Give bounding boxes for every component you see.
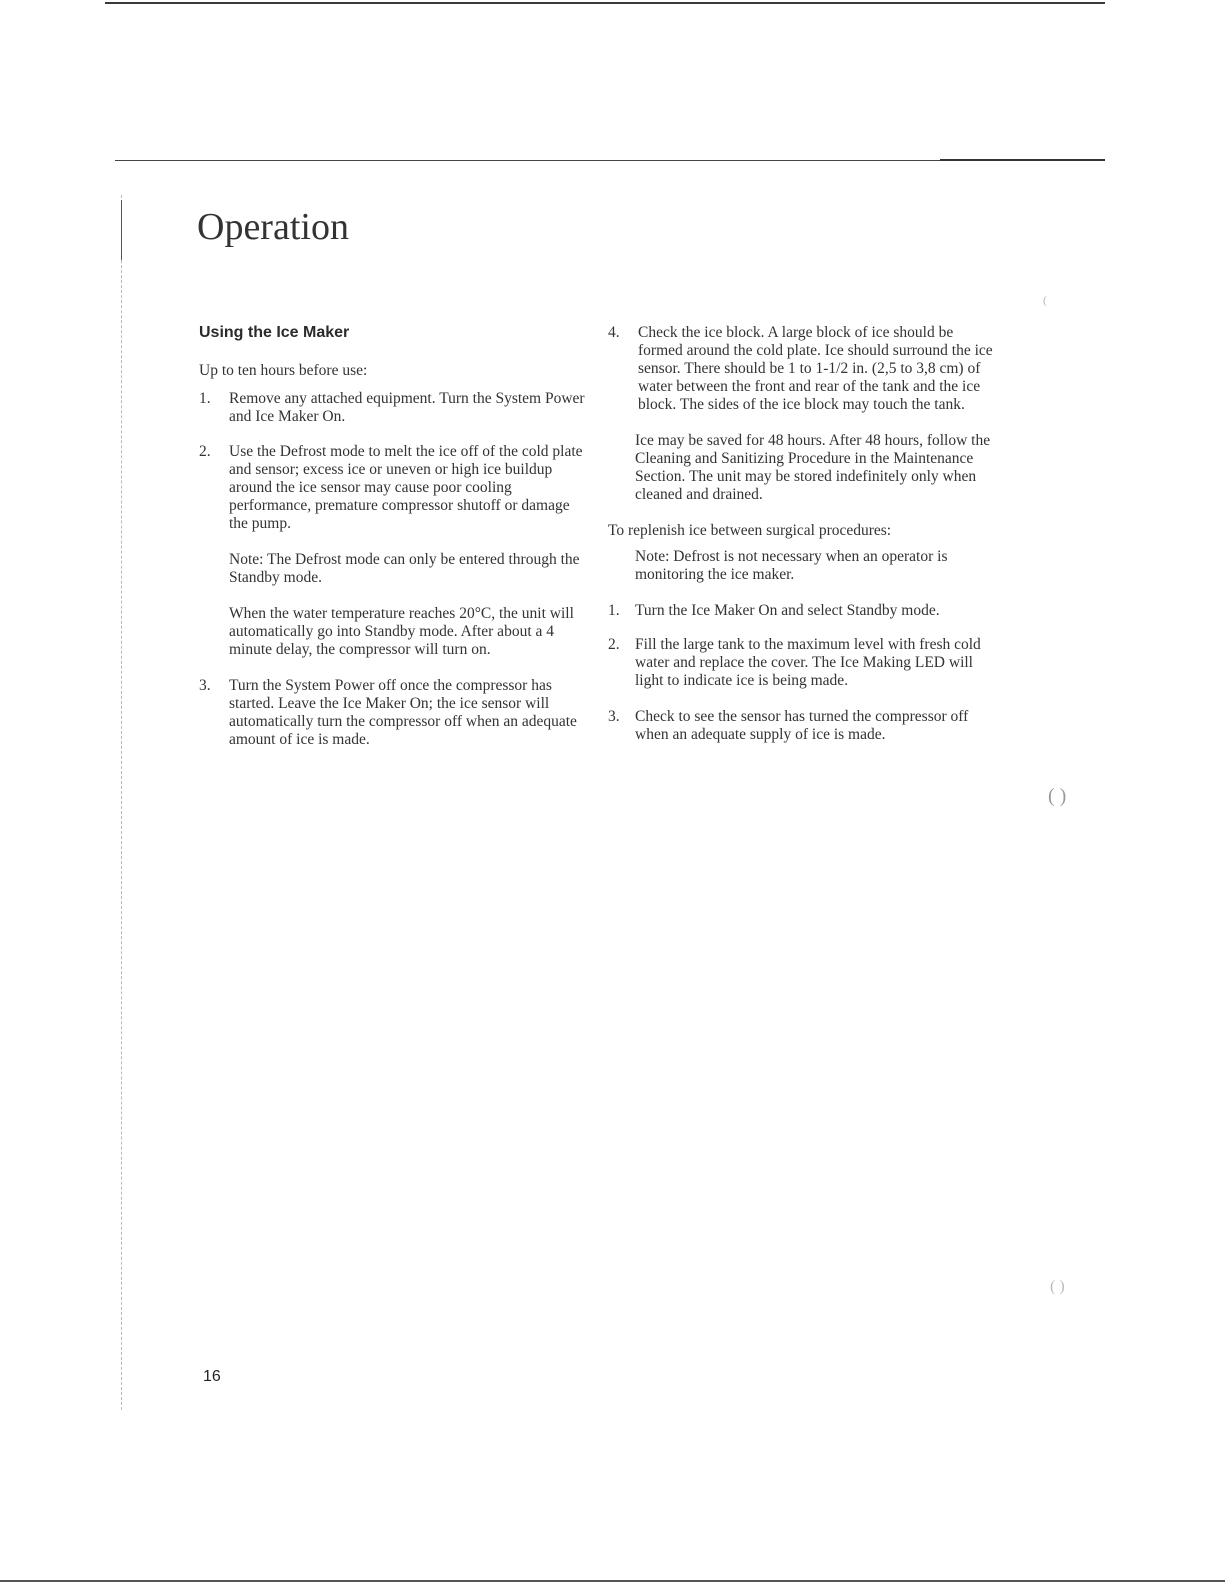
- step-text: Remove any attached equipment. Turn the System Power and Ice Maker On.: [229, 390, 585, 425]
- step-3: [199, 677, 591, 749]
- step-number: 1.: [608, 602, 620, 619]
- left-column: [199, 362, 591, 749]
- binding-edge-mark: [121, 200, 122, 260]
- bottom-edge: [0, 1580, 1225, 1582]
- step-number: 3.: [608, 708, 620, 725]
- page-number: 16: [203, 1368, 221, 1385]
- step-4-extra: Ice may be saved for 48 hours. After 48 hours, follow the Cleaning and Sanitizing Procedure in the Maintenance Section. The unit may be stored indefinitely only when cleaned and drained.: [635, 432, 991, 503]
- step-text: Use the Defrost mode to melt the ice off of the cold plate and sensor; excess ice or uneven or high ice buildup around the ice sensor may cause poor cooling performance, premature compressor shutoff or damage the pump.: [229, 443, 583, 532]
- step-text: Turn the System Power off once the compressor has started. Leave the Ice Maker On; the ice sensor will automatically turn the compressor off when an adequate amount of ice is made.: [229, 677, 577, 748]
- intro-text: Up to ten hours before use:: [199, 362, 368, 379]
- page-title: Operation: [197, 206, 349, 248]
- step-number: 2.: [608, 636, 620, 653]
- step-number: 3.: [199, 677, 211, 694]
- scan-artifact: (: [1043, 293, 1047, 307]
- section-heading: Using the Ice Maker: [199, 324, 350, 341]
- step-text: Fill the large tank to the maximum level with fresh cold water and replace the cover. The Ice Making LED will light to indicate ice is being made.: [635, 636, 981, 689]
- step-text: Check the ice block. A large block of ice should be formed around the cold plate. Ice should surround the ice sensor. There should be 1 to 1-1/2 in. (2,5 to 3,8 cm) of water between the front and rear of the tank and the ice block. The sides of the ice block may touch the tank.: [638, 324, 993, 413]
- right-column: [608, 324, 1000, 744]
- step-2-extra: When the water temperature reaches 20°C, the unit will automatically go into Standby mode. After about a 4 minute delay, the compressor will turn on.: [229, 605, 574, 658]
- step-2-note: Note: The Defrost mode can only be entered through the Standby mode.: [229, 551, 580, 586]
- scan-artifact: ( ): [1048, 785, 1067, 807]
- step-text: Turn the Ice Maker On and select Standby mode.: [635, 602, 940, 619]
- step-number: 2.: [199, 443, 211, 460]
- step-number: 1.: [199, 390, 211, 407]
- replenish-intro: To replenish ice between surgical procedures:: [608, 522, 892, 539]
- replenish-note: Note: Defrost is not necessary when an operator is monitoring the ice maker.: [635, 548, 948, 583]
- step-text: Check to see the sensor has turned the compressor off when an adequate supply of ice is made.: [635, 708, 969, 743]
- header-rule-accent: [940, 159, 1105, 161]
- step-1: [199, 390, 591, 426]
- replenish-step-1: [608, 602, 1000, 620]
- replenish-step-2: [608, 636, 1000, 690]
- step-4: [608, 324, 1000, 414]
- binding-edge: [121, 195, 122, 1410]
- replenish-step-3: [608, 708, 1000, 744]
- top-rule: [105, 2, 1105, 4]
- step-number: 4.: [608, 324, 620, 341]
- scan-artifact: ( ): [1050, 1278, 1065, 1295]
- step-2: [199, 443, 591, 533]
